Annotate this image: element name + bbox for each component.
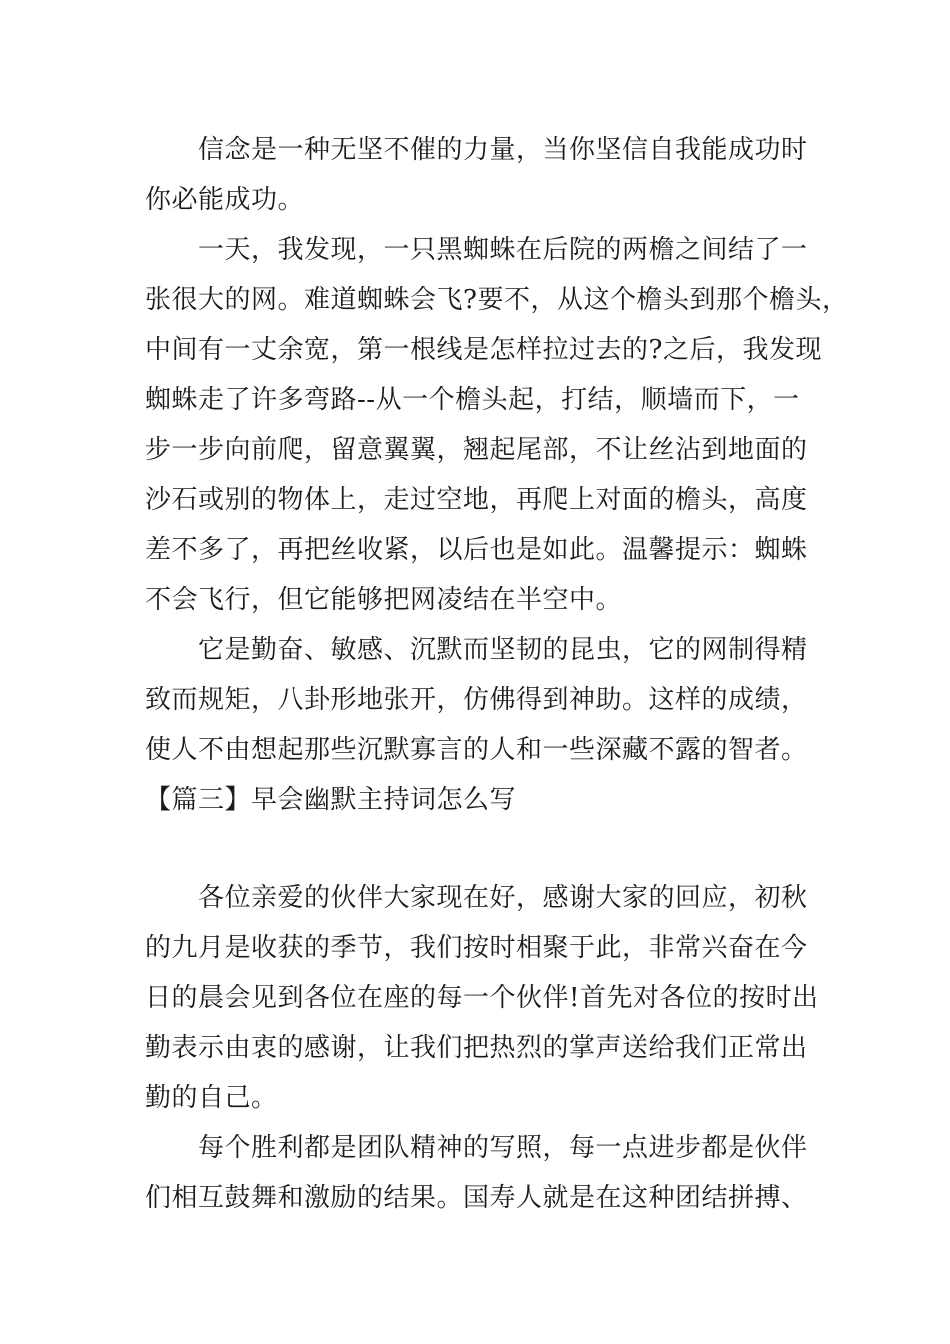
paragraph-line: 勤的自己。: [145, 1083, 278, 1113]
paragraph-line: 一天，我发现，一只黑蜘蛛在后院的两檐之间结了一: [198, 235, 808, 265]
paragraph-line: 步一步向前爬，留意翼翼，翘起尾部，不让丝沾到地面的: [145, 435, 808, 465]
paragraph-line: 中间有一丈余宽，第一根线是怎样拉过去的?之后，我发现: [145, 335, 822, 365]
paragraph-line: 日的晨会见到各位在座的每一个伙伴!首先对各位的按时出: [145, 983, 819, 1013]
paragraph-line: 信念是一种无坚不催的力量，当你坚信自我能成功时: [198, 135, 808, 165]
paragraph-line: 致而规矩，八卦形地张开，仿佛得到神助。这样的成绩，: [145, 685, 808, 715]
paragraph-line: 每个胜利都是团队精神的写照，每一点进步都是伙伴: [198, 1133, 808, 1163]
paragraph-line: 蜘蛛走了许多弯路--从一个檐头起，打结，顺墙而下，一: [145, 385, 800, 415]
paragraph-line: 勤表示由衷的感谢，让我们把热烈的掌声送给我们正常出: [145, 1033, 808, 1063]
paragraph-line: 各位亲爱的伙伴大家现在好，感谢大家的回应，初秋: [198, 883, 808, 913]
paragraph-line: 差不多了，再把丝收紧，以后也是如此。温馨提示：蜘蛛: [145, 535, 808, 565]
paragraph-line: 张很大的网。难道蜘蛛会飞?要不，从这个檐头到那个檐头，: [145, 285, 849, 315]
paragraph-line: 沙石或别的物体上，走过空地，再爬上对面的檐头，高度: [145, 485, 808, 515]
paragraph-line: 它是勤奋、敏感、沉默而坚韧的昆虫，它的网制得精: [198, 635, 808, 665]
paragraph-line: 使人不由想起那些沉默寡言的人和一些深藏不露的智者。: [145, 735, 808, 765]
paragraph-line: 们相互鼓舞和激励的结果。国寿人就是在这种团结拼搏、: [145, 1183, 808, 1213]
paragraph-line: 的九月是收获的季节，我们按时相聚于此，非常兴奋在今: [145, 933, 808, 963]
paragraph-line: 你必能成功。: [145, 185, 305, 215]
section-heading: 【篇三】早会幽默主持词怎么写: [145, 785, 517, 815]
paragraph-line: 不会飞行，但它能够把网凌结在半空中。: [145, 585, 623, 615]
